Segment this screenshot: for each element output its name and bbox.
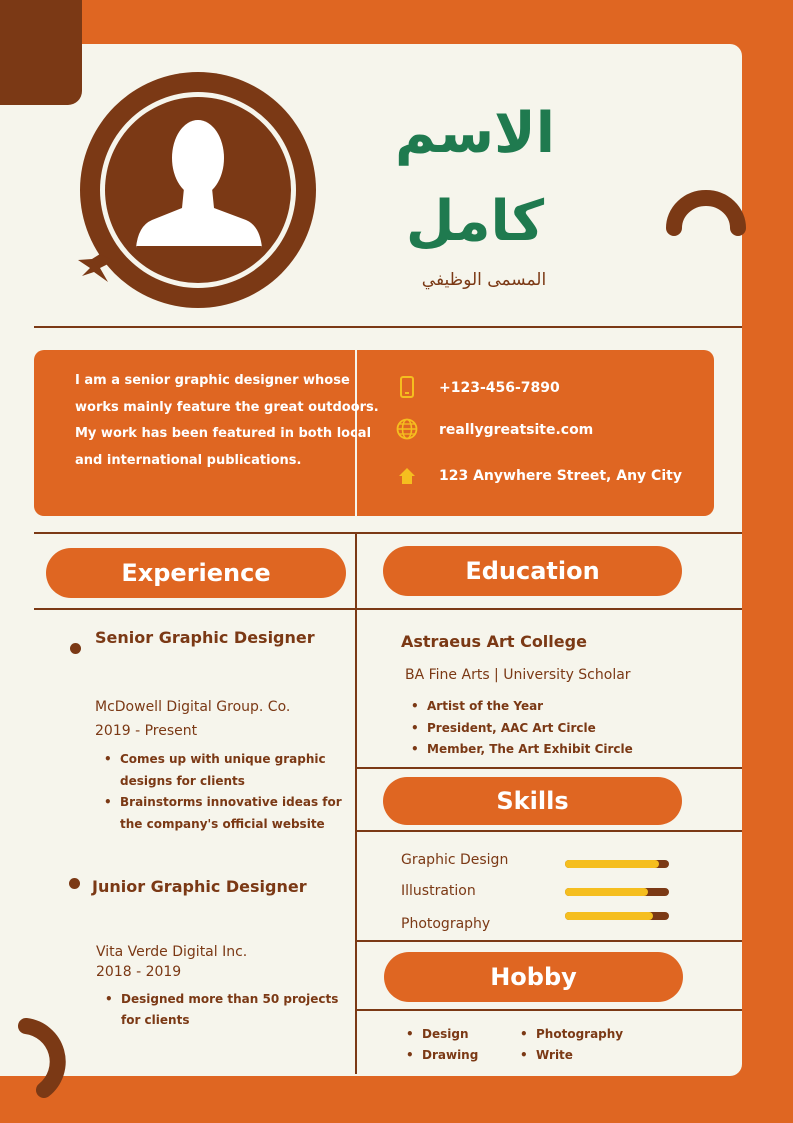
job-title-1: Senior Graphic Designer [95, 628, 315, 647]
job-bullets-2 [105, 989, 338, 1030]
about-text [75, 368, 379, 474]
hobby-list-1 [406, 1024, 478, 1066]
hobby-heading: Hobby [384, 952, 683, 1002]
company-1: McDowell Digital Group. Co. [95, 699, 291, 715]
column-divider [355, 534, 357, 1074]
education-heading: Education [383, 546, 682, 596]
contact-address: 123 Anywhere Street, Any City [439, 468, 682, 484]
skill-bar-fill [565, 912, 653, 920]
skill-label: Photography [401, 916, 491, 932]
skill-bar-fill [565, 860, 659, 868]
skill-bar [565, 888, 669, 896]
about-line: works mainly feature the great outdoors. [75, 399, 379, 415]
education-bullets [411, 696, 633, 761]
skill-bar-fill [565, 888, 648, 896]
corner-decoration [0, 0, 82, 105]
arc-decoration-left [14, 1014, 76, 1100]
list-item: • Member, The Art Exhibit Circle [411, 739, 633, 761]
list-item: • Comes up with unique graphic designs for clients [104, 749, 342, 792]
list-item: • Write [520, 1045, 623, 1066]
divider [34, 326, 742, 328]
skill-label: Graphic Design [401, 852, 509, 868]
divider [357, 1009, 742, 1011]
divider [357, 940, 742, 942]
divider [357, 767, 742, 769]
list-item: • Drawing [406, 1045, 478, 1066]
list-item: • Artist of the Year [411, 696, 633, 718]
skill-label: Illustration [401, 883, 476, 899]
about-line: I am a senior graphic designer whose [75, 373, 350, 388]
name-line-1: الاسم [395, 101, 555, 166]
divider [34, 532, 742, 534]
list-item: • President, AAC Art Circle [411, 718, 633, 740]
contact-website: reallygreatsite.com [439, 422, 594, 438]
skill-bar [565, 860, 669, 868]
company-2: Vita Verde Digital Inc. [96, 944, 248, 960]
contact-phone: +123-456-7890 [439, 380, 560, 396]
about-line: My work has been featured in both local [75, 426, 372, 441]
timeline-dot [69, 878, 80, 889]
dates-2: 2018 - 2019 [96, 964, 182, 980]
divider [357, 830, 742, 832]
divider [34, 608, 742, 610]
dates-1: 2019 - Present [95, 723, 198, 739]
list-item: • Photography [520, 1024, 623, 1045]
home-icon [398, 467, 416, 485]
job-title: المسمى الوظيفي [421, 270, 547, 290]
list-item: • Designed more than 50 projects for clients [105, 989, 338, 1030]
hobby-list-2 [520, 1024, 623, 1066]
job-bullets-1 [104, 749, 342, 835]
school-name: Astraeus Art College [401, 632, 587, 651]
phone-icon [398, 376, 416, 398]
job-title-2: Junior Graphic Designer [92, 877, 307, 896]
degree: BA Fine Arts | University Scholar [405, 667, 631, 683]
name-line-2: كامل [405, 189, 545, 254]
experience-heading: Experience [46, 548, 346, 598]
list-item: • Brainstorms innovative ideas for the company's official website [104, 792, 342, 835]
avatar [76, 70, 322, 314]
timeline-dot [70, 643, 81, 654]
skills-heading: Skills [383, 777, 682, 825]
list-item: • Design [406, 1024, 478, 1045]
skill-bar [565, 912, 669, 920]
globe-icon [396, 418, 418, 440]
arc-decoration-right [664, 188, 748, 236]
about-line: and international publications. [75, 452, 302, 468]
